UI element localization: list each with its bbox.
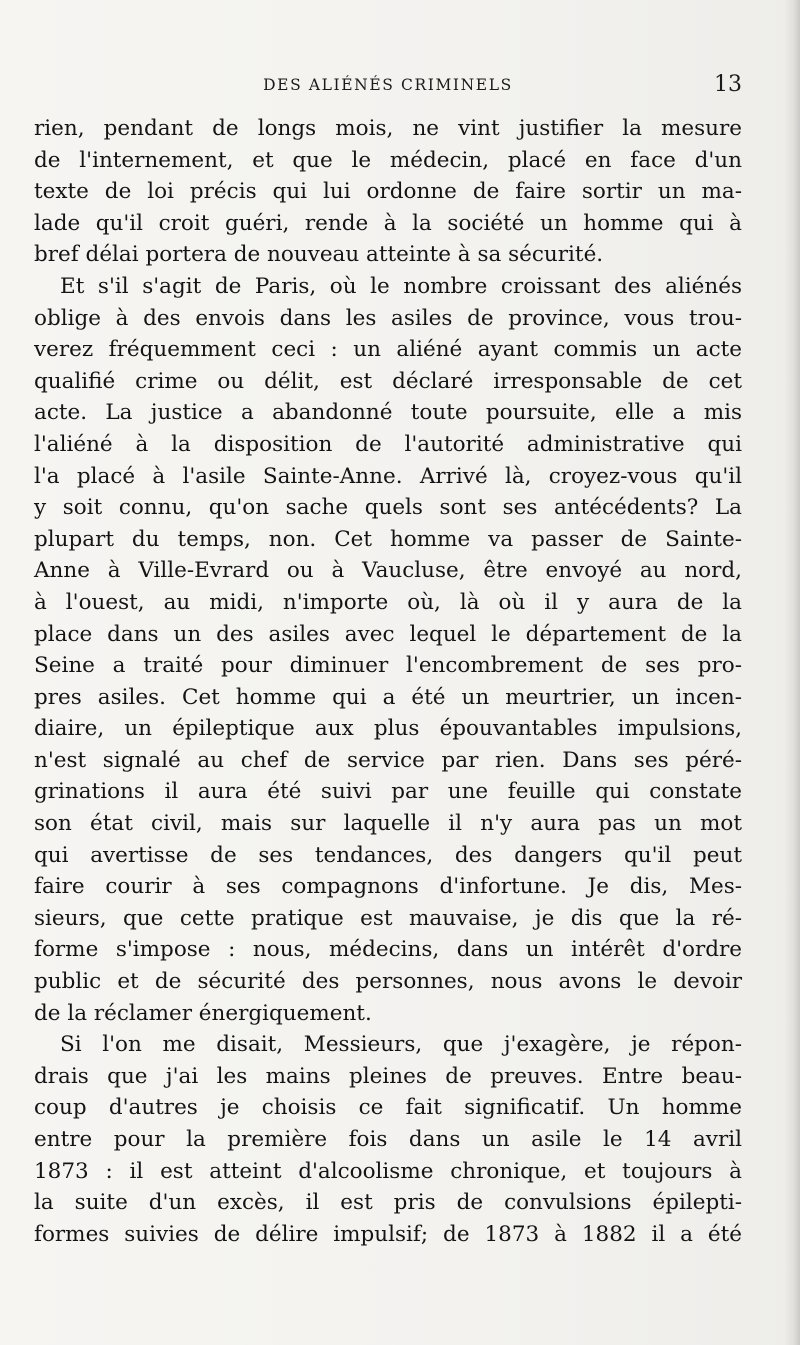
text-line: grinations il aura été suivi par une feuille qui constate	[34, 779, 742, 805]
text-line: l'aliéné à la disposition de l'autorité administrative qui	[34, 431, 742, 457]
text-line: coup d'autres je choisis ce fait significatif. Un homme	[34, 1095, 742, 1121]
text-line: formes suivies de délire impulsif; de 1873 à 1882 il a été	[34, 1221, 742, 1247]
text-line: n'est signalé au chef de service par rien. Dans ses péré-	[34, 747, 742, 773]
text-line: son état civil, mais sur laquelle il n'y aura pas un mot	[34, 811, 742, 837]
text-line: drais que j'ai les mains pleines de preuves. Entre beau-	[34, 1063, 742, 1089]
text-line: rien, pendant de longs mois, ne vint justifier la mesure	[34, 116, 742, 141]
text-line: plupart du temps, non. Cet homme va passer de Sainte-	[34, 526, 742, 552]
text-line: Anne à Ville-Evrard ou à Vaucluse, être envoyé au nord,	[34, 558, 742, 584]
text-line: diaire, un épileptique aux plus épouvantables impulsions,	[34, 716, 742, 742]
text-line: forme s'impose : nous, médecins, dans un intérêt d'ordre	[34, 937, 742, 963]
running-head: DES ALIÉNÉS CRIMINELS	[263, 76, 513, 94]
text-line: place dans un des asiles avec lequel le département de la	[34, 621, 742, 647]
text-line: l'a placé à l'asile Sainte-Anne. Arrivé là, croyez-vous qu'il	[34, 463, 742, 489]
page-header	[34, 72, 742, 102]
text-line: Si l'on me disait, Messieurs, que j'exagère, je répon-	[60, 1032, 742, 1058]
text-line: verez fréquemment ceci : un aliéné ayant commis un acte	[34, 337, 742, 363]
text-line: bref délai portera de nouveau atteinte à sa sécurité.	[34, 242, 604, 268]
text-line: qualifié crime ou délit, est déclaré irresponsable de cet	[34, 368, 742, 394]
body-text	[34, 113, 742, 1250]
text-line: entre pour la première fois dans un asile le 14 avril	[34, 1127, 742, 1152]
text-line: Seine a traité pour diminuer l'encombrement de ses pro-	[34, 653, 742, 679]
text-line: y soit connu, qu'on sache quels sont ses antécédents? La	[34, 495, 742, 521]
text-line: qui avertisse de ses tendances, des dangers qu'il peut	[34, 842, 742, 868]
text-line: sieurs, que cette pratique est mauvaise, je dis que la ré-	[34, 905, 742, 931]
text-line: acte. La justice a abandonné toute poursuite, elle a mis	[34, 400, 742, 426]
text-line: oblige à des envois dans les asiles de province, vous trou-	[34, 305, 742, 331]
page-gutter-shadow	[784, 0, 800, 1345]
text-line: 1873 : il est atteint d'alcoolisme chronique, et toujours à	[34, 1158, 742, 1184]
text-line: texte de loi précis qui lui ordonne de faire sortir un ma-	[34, 179, 742, 205]
text-line: pres asiles. Cet homme qui a été un meurtrier, un incen-	[34, 684, 742, 710]
text-line: lade qu'il croit guéri, rende à la société un homme qui à	[34, 210, 742, 236]
text-line: public et de sécurité des personnes, nous avons le devoir	[34, 969, 742, 995]
text-line: Et s'il s'agit de Paris, où le nombre croissant des aliénés	[60, 273, 742, 299]
text-line: à l'ouest, au midi, n'importe où, là où il y aura de la	[34, 589, 742, 615]
text-line: la suite d'un excès, il est pris de convulsions épilepti-	[34, 1190, 742, 1216]
text-line: de la réclamer énergiquement.	[34, 1000, 372, 1026]
text-line: de l'internement, et que le médecin, placé en face d'un	[34, 147, 742, 173]
page-number: 13	[714, 72, 742, 97]
text-line: faire courir à ses compagnons d'infortune. Je dis, Mes-	[34, 874, 742, 900]
